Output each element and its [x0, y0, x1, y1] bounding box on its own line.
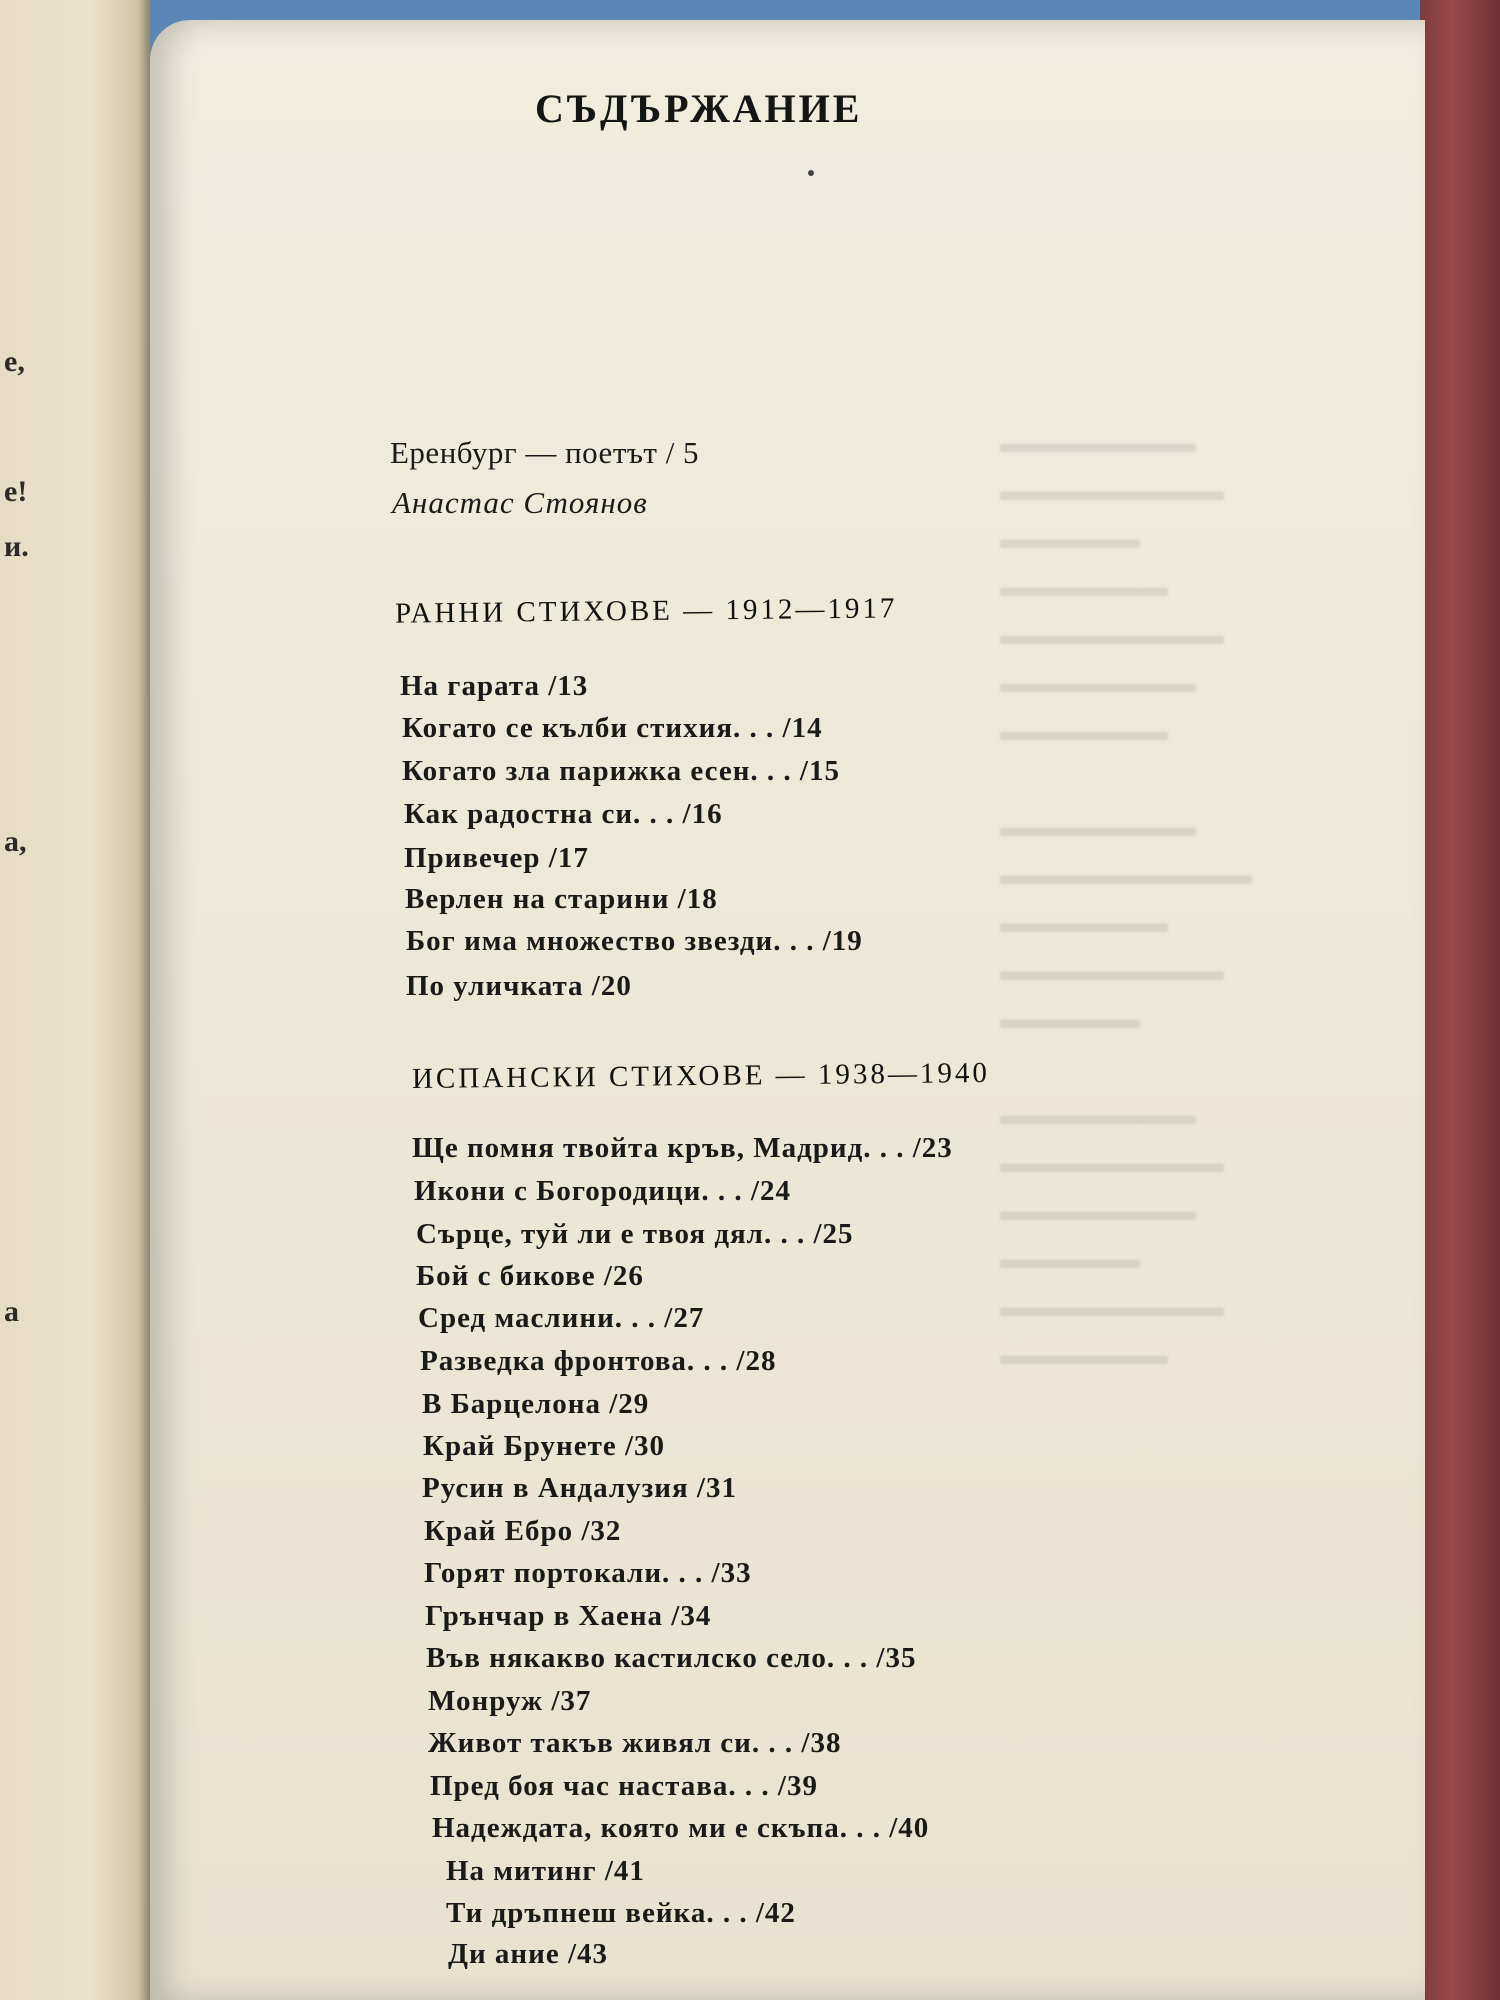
- section-heading: ИСПАНСКИ СТИХОВЕ — 1938—1940: [411, 1056, 991, 1096]
- toc-entry: Ди ание /43: [448, 1938, 609, 1970]
- toc-entry: На митинг /41: [446, 1855, 645, 1887]
- facing-page-edge: [0, 0, 150, 2000]
- facing-page-fragment: и.: [4, 530, 29, 563]
- intro-entry: Еренбург — поетът / 5: [390, 435, 700, 470]
- intro-author: Анастас Стоянов: [392, 485, 648, 520]
- page-title: СЪДЪРЖАНИЕ: [535, 86, 863, 131]
- section-heading: РАННИ СТИХОВЕ — 1912—1917: [394, 592, 898, 630]
- toc-entry: На гарата /13: [400, 670, 589, 702]
- toc-entry: Живот такъв живял си. . . /38: [428, 1727, 842, 1759]
- toc-entry: Ще помня твойта кръв, Мадрид. . . /23: [412, 1132, 953, 1164]
- toc-entry: По уличката /20: [406, 970, 632, 1002]
- toc-entry: Монруж /37: [428, 1685, 592, 1717]
- toc-entry: В Барцелона /29: [422, 1388, 650, 1420]
- contents-page: [150, 20, 1425, 2000]
- print-speck: [808, 170, 814, 176]
- toc-entry: Сред маслини. . . /27: [418, 1302, 705, 1334]
- toc-entry: Как радостна си. . . /16: [404, 798, 723, 830]
- toc-entry: Русин в Андалузия /31: [422, 1472, 737, 1504]
- toc-entry: Разведка фронтова. . . /28: [420, 1345, 777, 1377]
- toc-entry: Икони с Богородици. . . /24: [414, 1175, 791, 1207]
- book-cover-edge: [1420, 0, 1500, 2000]
- toc-entry: Верлен на старини /18: [405, 883, 718, 915]
- toc-entry: Бог има множество звезди. . . /19: [406, 925, 863, 957]
- toc-entry: Край Ебро /32: [424, 1515, 622, 1547]
- facing-page-fragment: е!: [4, 475, 28, 508]
- facing-page-fragment: а: [4, 1295, 19, 1328]
- toc-entry: Край Брунете /30: [423, 1430, 666, 1462]
- facing-page-fragment: е,: [4, 345, 25, 378]
- toc-entry: Грънчар в Хаена /34: [425, 1600, 712, 1632]
- toc-entry: Горят портокали. . . /33: [424, 1557, 752, 1589]
- toc-entry: Сърце, туй ли е твоя дял. . . /25: [416, 1218, 854, 1250]
- facing-page-fragment: а,: [4, 825, 27, 858]
- show-through-texture: ▬▬▬▬▬▬▬ ▬▬▬▬▬▬▬▬ ▬▬▬▬▬ ▬▬▬▬▬▬ ▬▬▬▬▬▬▬▬ ▬▬▬▬▬▬▬ ▬▬▬▬▬▬ ▬▬▬▬▬▬▬ ▬▬▬▬▬▬▬▬▬ ▬▬▬▬▬▬ ▬▬▬▬▬▬▬▬ ▬▬▬▬▬ ▬▬▬▬▬▬▬ ▬▬▬▬▬▬▬▬ ▬▬▬▬▬▬▬ ▬▬▬▬▬ ▬▬▬▬▬▬▬▬ ▬▬▬▬▬▬: [1000, 428, 1252, 1371]
- toc-entry: Пред боя час настава. . . /39: [430, 1770, 818, 1802]
- toc-entry: Ти дръпнеш вейка. . . /42: [446, 1897, 796, 1929]
- toc-entry: Бой с бикове /26: [416, 1260, 644, 1292]
- toc-entry: Във някакво кастилско село. . . /35: [426, 1642, 917, 1674]
- toc-entry: Привечер /17: [404, 842, 589, 874]
- toc-entry: Надеждата, която ми е скъпа. . . /40: [432, 1812, 930, 1844]
- toc-entry: Когато се кълби стихия. . . /14: [402, 712, 823, 744]
- toc-entry: Когато зла парижка есен. . . /15: [402, 755, 840, 787]
